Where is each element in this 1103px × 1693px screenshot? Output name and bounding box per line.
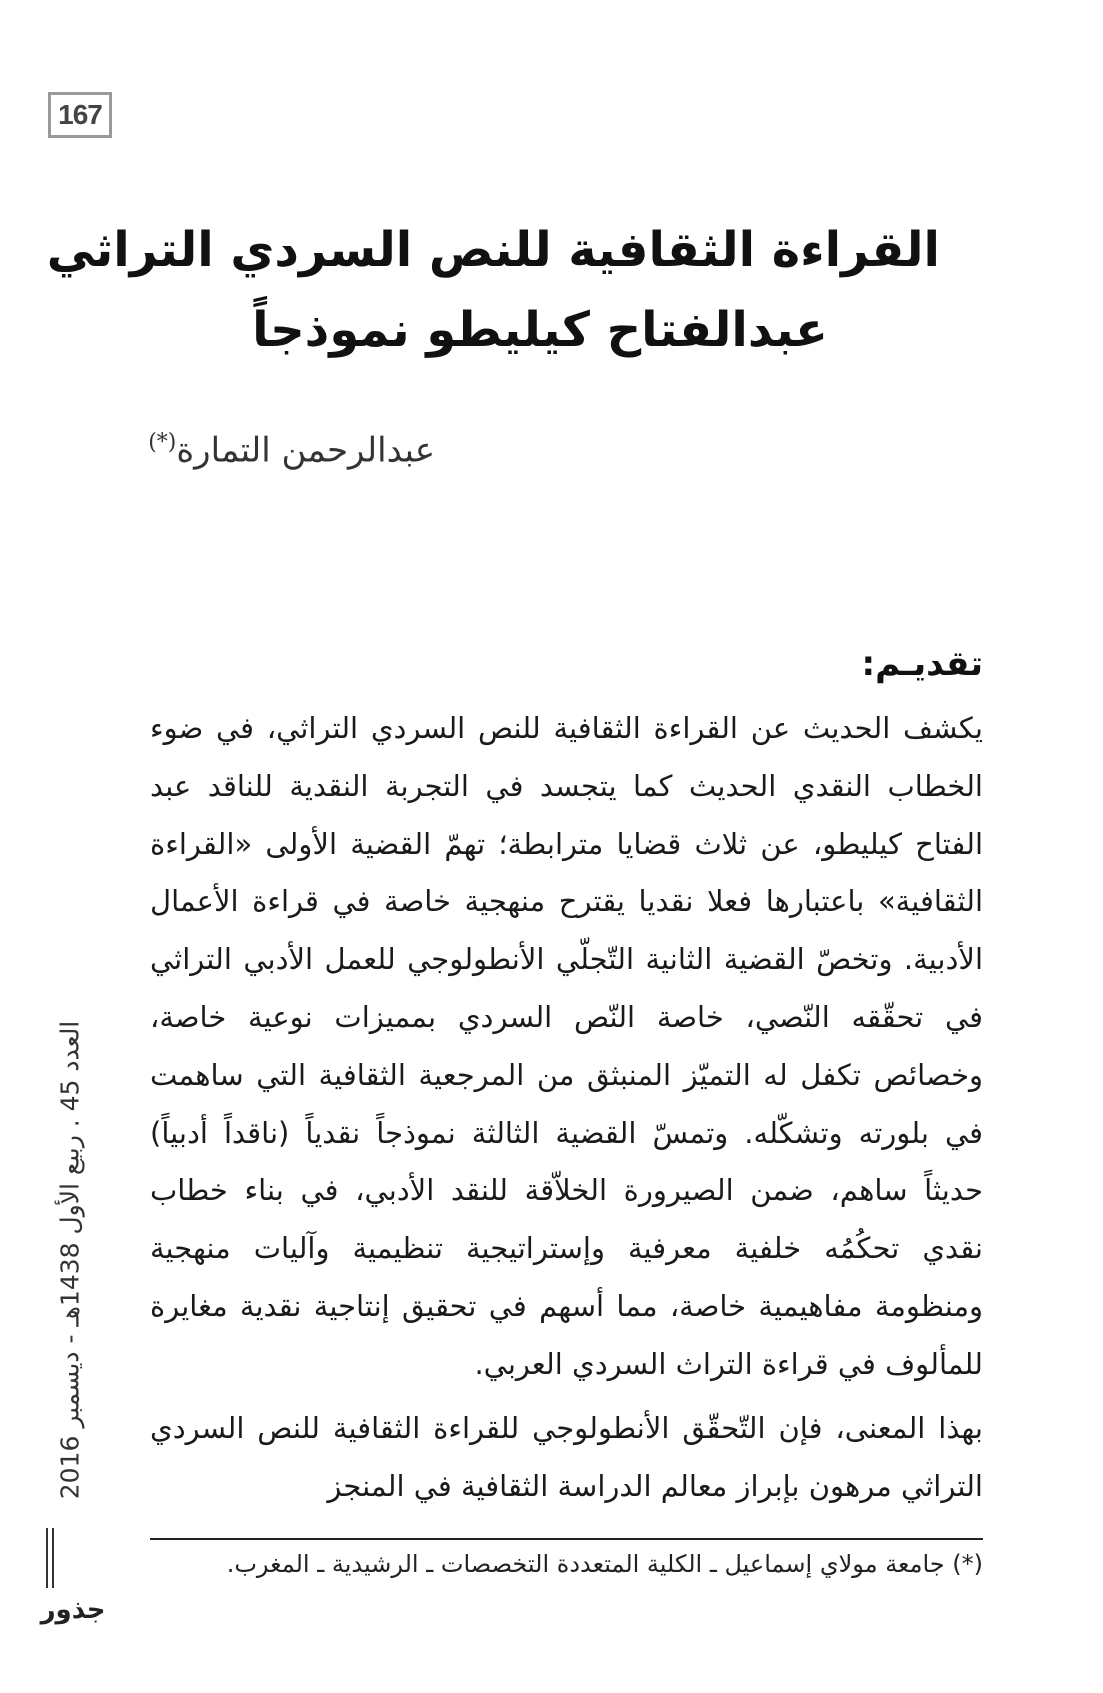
author-footnote-mark: (*) [148,430,177,455]
footnote-divider [150,1538,983,1540]
author-name: عبدالرحمن التمارة [176,430,435,471]
article-title-line-1: القراءة الثقافية للنص السردي التراثي [46,222,940,278]
page-number: 167 [48,92,112,138]
issue-info-strip [48,1010,92,1510]
journal-logo: جذور [40,1595,106,1625]
body-paragraph-1: يكشف الحديث عن القراءة الثقافية للنص السردي التراثي، في ضوء الخطاب النقدي الحديث كما يتجسد في التجربة النقدية للناقد عبد الفتاح كيليطو، عن ثلاث قضايا مترابطة؛ تهمّ القضية الأولى «القراءة الثقافية» باعتبارها فعلا نقديا يقترح منهجية خاصة في قراءة الأعمال الأدبية. وتخصّ القضية الثانية التّجلّي الأنطولوجي للعمل الأدبي التراثي في تحقّقه النّصي، خاصة النّص السردي بمميزات نوعية خاصة، وخصائص تكفل له التميّز المنبثق من المرجعية الثقافية التي ساهمت في بلورته وتشكّله. وتمسّ القضية الثالثة نموذجاً نقدياً (ناقداً أدبياً) حديثاً ساهم، ضمن الصيرورة الخلاّقة للنقد الأدبي، في بناء خطاب نقدي تحكُمُه خلفية معرفية وإستراتيجية تنظيمية وآليات منهجية ومنظومة مفاهيمية خاصة، مما أسهم في تحقيق إنتاجية نقدية مغايرة للمألوف في قراءة التراث السردي العربي. [150,711,983,1381]
author-byline [148,430,435,470]
footnote: (*) جامعة مولاي إسماعيل ـ الكلية المتعددة التخصصات ـ الرشيدية ـ المغرب. [226,1550,983,1578]
article-title-line-2: عبدالفتاح كيليطو نموذجاً [252,302,828,358]
issue-info-text: العدد 45 . ربيع الأول 1438هـ - ديسمبر 2016 [55,1020,85,1500]
side-divider [46,1528,54,1588]
section-heading: تقديـم: [861,644,983,684]
body-paragraph-2: بهذا المعنى، فإن التّحقّق الأنطولوجي للقراءة الثقافية للنص السردي التراثي مرهون بإبراز معالم الدراسة الثقافية في المنجز [150,1411,983,1503]
